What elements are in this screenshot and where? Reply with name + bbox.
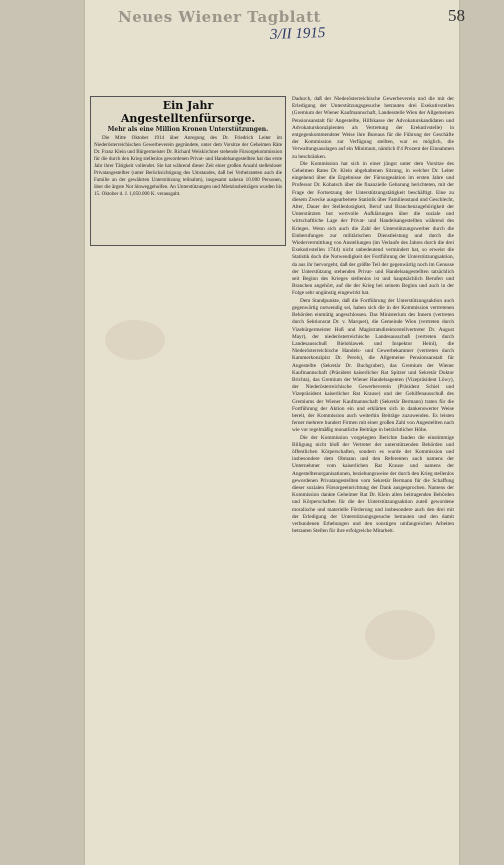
paper-stain bbox=[105, 320, 165, 360]
article-left-column bbox=[90, 96, 286, 246]
article-headline: Ein Jahr Angestelltenfürsorge. bbox=[120, 99, 256, 125]
handwritten-date: 3/II 1915 bbox=[269, 25, 326, 43]
article-paragraph: Die Mitte Oktober 1914 über Anregung des Dr. Friedrich Leiter im Niederösterreichischen Gewerbeverein gegründete, unter dem Vorsitze der Geheimen Räte Dr. Franz Klein und Bürgermeister Dr. Richard Weiskirchner stehende Fürsorgekommission für die durch den Krieg stellenlos gewordenen Privat- und Handelsangestellten hat das erste Jahr ihrer Tätigkeit vollendet. Sie hat während dieser Zeit einer großen Anzahl stellenloser Privatangestellter (unter Berücksichtigung des Umstandes, daß bei Verheirateten auch die Familie an der gewährten Unterstützung teilnahm), insgesamt nahezu 10.000 Personen, über die ärgste Not hinweggeholfen. An Unterstützungen und Mietzinsbeiträgen wurden bis 15. Oktober d. J. 1,050.000 K. verausgabt. bbox=[94, 135, 282, 198]
article-paragraph: Die der Kommission vorgelegten Berichte fanden die einstimmige Billigung nicht bloß der Vertreter der unterstützenden Behörden und öffentlichen Körperschaften, sondern es wurde der Kommission und insbesondere dem Obmann und den Referenten auch namens der Unternehmer vom kaiserlichen Rat Krause und namens der Angestelltenorganisationen, beziehungsweise der durch den Krieg stellenlos gewordenen Privatangestellten vom Sekretär Bermann für die Schaffung dieser sozialen Fürsorgeeinrichtung der Dank ausgesprochen. Namens der Kommission dankte Geheimer Rat Dr. Klein allen beitragenden Behörden und Körperschaften für die der Unterstützungsaktion zuteil gewordene moralische und materielle Förderung und insbesondere auch den drei mit der Erledigung der Unterstützungsgesuche betrauten und den damit verbundenen Erhebungen und den sonstigen umfangreichen Arbeiten betrauten Stellen für ihre erfolgreiche Mitarbeit. bbox=[292, 434, 454, 535]
article-paragraph: Dem Standpunkte, daß die Fortführung der Unterstützungsaktion auch gegenwärtig notwendig sei, haben sich die in der Kommission vertretenen Behörden einmütig angeschlossen. Das Ministerium des Innern (vertreten durch Sektionsrat Dr. v. Marquet), die Gemeinde Wien (vertreten durch Vizebürgermeister Hoß und Magistratsdirektorstellvertreter Dr. August Mayr), der niederösterreichische Landesausschuß (vertreten durch Landesausschuß Bielohlawek und Inspektor Heinl), die Niederösterreichische Handels- und Gewerbekammer (vertreten durch Kammerkonzipist Dr. Perels), die Allgemeine Pensionsanstalt für Angestellte (Sekretär Dr. Buchgraber), das Gremium der Wiener Kaufmannschaft (Präsident kaiserlicher Rat Spitzer und Sekretär Doktor Brichta), das Gremium der Wiener Handelsagenten (Vizepräsident Löwy), der Niederösterreichische Gewerbeverein (Präsident Schiel und Vizepräsident kaiserlicher Rat Krause) und der Gehilfenausschuß des Gremiums der Wiener Kaufmannschaft (Sekretär Bermann) traten für die Fortführung der Aktion ein und erklärten sich in dankenswerter Weise bereit, der Kommission auch weiterhin Beiträge zuzuwenden. Es leisten ferner mehrere hundert Firmen mit einer großen Zahl von Angestellten nach wie vor regelmäßig monatliche Beiträge in beträchtlicher Höhe. bbox=[292, 297, 454, 434]
page-number: 58 bbox=[448, 6, 465, 25]
article-right-column bbox=[290, 96, 456, 844]
article-paragraph: Dadurch, daß der Niederösterreichische Gewerbeverein und die mit der Erledigung der Unterstützungsgesuche betrauten drei Exekutivstellen (Gremium der Wiener Kaufmannschaft, Landesstelle Wien der Allgemeinen Pensionsanstalt für Angestellte, Hilfskasse der Advokaturskandidaten und Advokaturskonzipienten als Vertretung der Erekutivstelle) in entgegenkommendster Weise ihre Bureaus für die Führung der Geschäfte der Kommission zur Verfügung stellten, war es möglich, die Verwaltungsauslagen auf ein Minimum, nämlich 0'4 Prozent der Einnahmen zu beschränken. bbox=[292, 96, 454, 160]
newspaper-masthead: Neues Wiener Tagblatt bbox=[118, 8, 321, 26]
article-subheadline: Mehr als eine Million Kronen Unterstützungen. bbox=[107, 126, 269, 133]
article-paragraph: Die Kommission hat sich in einer jüngst unter dem Vorsitze des Geheimen Rates Dr. Klein abgehaltenen Sitzung, in welcher Dr. Leiter eingehend über die Ergebnisse der Fürsorgeaktion im ersten Jahre und Professor Dr. Kobatsch über die finanzielle Gebarung berichteten, mit der Frage der Fortsetzung der Unterstützungstätigkeit beschäftigt. Eine zu diesem Zwecke ausgearbeitete Statistik über Familienstand und Geschlecht, Alter, Dauer der Stellenlosigkeit, Beruf und Branchenzugehörigkeit der Unterstützten bot wertvolle Aufklärungen über die soziale und wirtschaftliche Lage der Privat- und Handelsangestellten während des Krieges. Wenn sich auch die Zahl der Unterstützungswerber durch die Einberufungen zur militärischen Dienstleistung und durch die Wiedervermittlung von Anstellungen (im Verlaufe des Jahres durch die drei Exekutivstellen 1744) nicht unbedeutend vermindert hat, so erweist die Statistik doch die Notwendigkeit der Fortführung der Unterstützungsaktion, da aus ihr hervorgeht, daß der größte Teil der gegenwärtig noch im Genusse der Unterstützung stehenden Privat- und Handelsangestellten tatsächlich seit Beginn des Krieges stellenlos ist und hauptsächlich Berufen und Branchen angehört, auf die der Krieg bei seinem Beginn und auch in der Folge sehr ungünstig eingewirkt hat. bbox=[292, 160, 454, 297]
